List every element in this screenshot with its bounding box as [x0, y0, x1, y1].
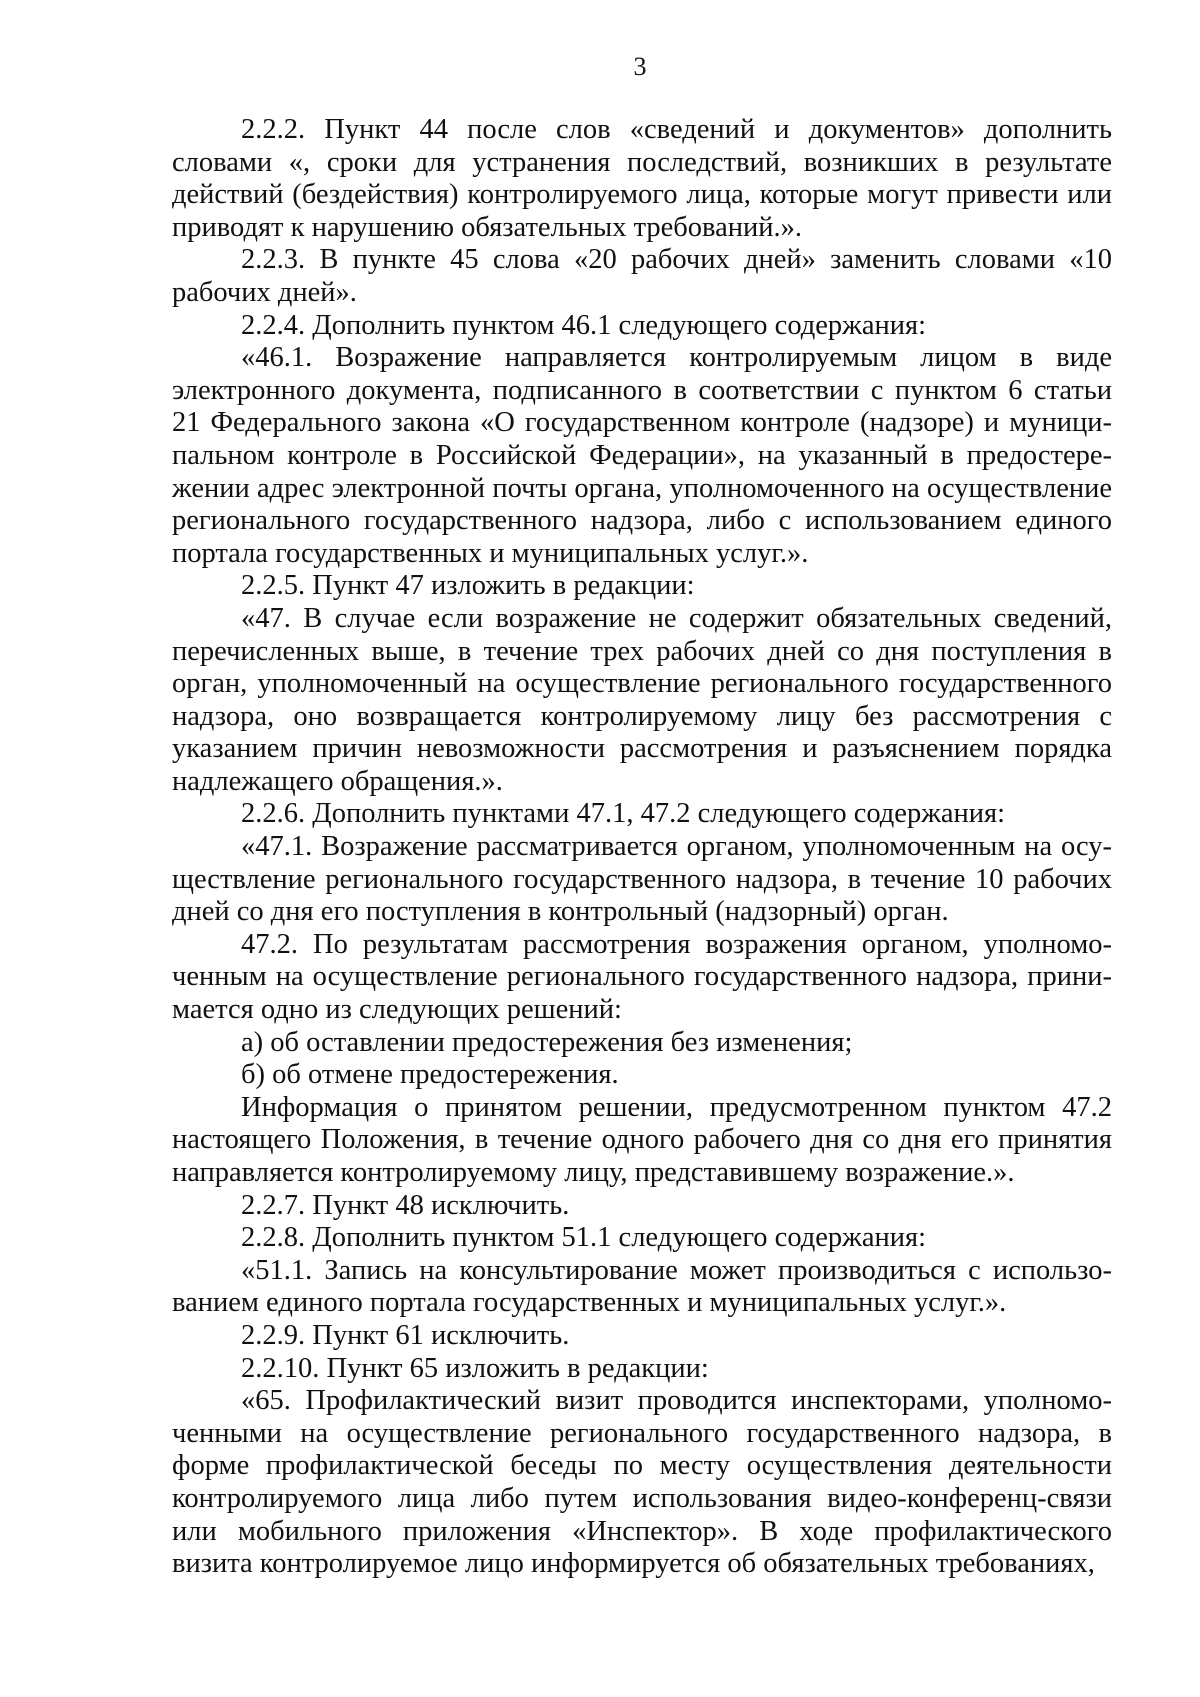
paragraph-decision-info: Информация о принятом решении, предусмотренном пунктом 47.2 настоящего Положения, в течение одного рабочего дня со дня его принятия направляется контролируемому лицу, представившему возражение.».: [172, 1091, 1112, 1188]
paragraph-2-2-4: 2.2.4. Дополнить пунктом 46.1 следующего содержания:: [241, 309, 927, 341]
paragraph-2-2-2: 2.2.2. Пункт 44 после слов «сведений и документов» дополнить словами «, сроки для устранения последствий, возникших в результате действий (бездействия) контролируемого лица, которые могут привести или приводят к нарушению обязательных требований.».: [172, 114, 1112, 243]
paragraph-47-1: «47.1. Возражение рассматривается органом, уполномоченным на осуществление регионального государственного надзора, в течение 10 рабочих дней со дня его поступления в контрольный (надзорный) орган.: [172, 831, 1112, 928]
paragraph-option-a: а) об оставлении предостережения без изменения;: [241, 1026, 853, 1058]
paragraph-option-b: б) об отмене предостережения.: [241, 1059, 619, 1091]
paragraph-2-2-9: 2.2.9. Пункт 61 исключить.: [241, 1319, 570, 1351]
paragraph-2-2-10: 2.2.10. Пункт 65 изложить в редакции:: [241, 1352, 709, 1384]
paragraph-46-1: «46.1. Возражение направляется контролируемым лицом в виде электронного документа, подписанного в соответствии с пунктом 6 статьи 21 Федерального закона «О государственном контроле (надзоре) и муниципальном контроле в Российской Федерации», на указанный в предостережении адрес электронной почты органа, уполномоченного на осуществление регионального государственного надзора, либо с использованием единого портала государственных и муниципальных услуг.».: [172, 342, 1112, 569]
paragraph-2-2-7: 2.2.7. Пункт 48 исключить.: [241, 1189, 570, 1221]
paragraph-2-2-3: 2.2.3. В пункте 45 слова «20 рабочих дней» заменить словами «10 рабочих дней».: [172, 244, 1112, 308]
document-body: [172, 114, 1112, 1581]
paragraph-51-1: «51.1. Запись на консультирование может производиться с использованием единого портала государственных и муниципальных услуг.».: [172, 1254, 1112, 1319]
paragraph-65: «65. Профилактический визит проводится инспекторами, уполномоченными на осуществление регионального государственного надзора, в форме профилактической беседы по месту осуществления деятельности контролируемого лица либо путем использования видео-конференц-связи или мобильного приложения «Инспектор». В ходе профилактического визита контролируемое лицо информируется об обязательных требованиях,: [172, 1385, 1112, 1580]
paragraph-47: «47. В случае если возражение не содержит обязательных сведений, перечисленных выше, в течение трех рабочих дней со дня поступления в орган, уполномоченный на осуществление регионального государственного надзора, оно возвращается контролируемому лицу без рассмотрения с указанием причин невозможности рассмотрения и разъяснением порядка надлежащего обращения.».: [172, 602, 1112, 797]
paragraph-2-2-6: 2.2.6. Дополнить пунктами 47.1, 47.2 следующего содержания:: [241, 798, 1006, 830]
paragraph-47-2: 47.2. По результатам рассмотрения возражения органом, уполномоченным на осуществление регионального государственного надзора, принимается одно из следующих решений:: [172, 928, 1112, 1026]
paragraph-2-2-5: 2.2.5. Пункт 47 изложить в редакции:: [241, 570, 695, 602]
paragraph-2-2-8: 2.2.8. Дополнить пунктом 51.1 следующего содержания:: [241, 1222, 927, 1254]
page-number: 3: [633, 52, 647, 81]
